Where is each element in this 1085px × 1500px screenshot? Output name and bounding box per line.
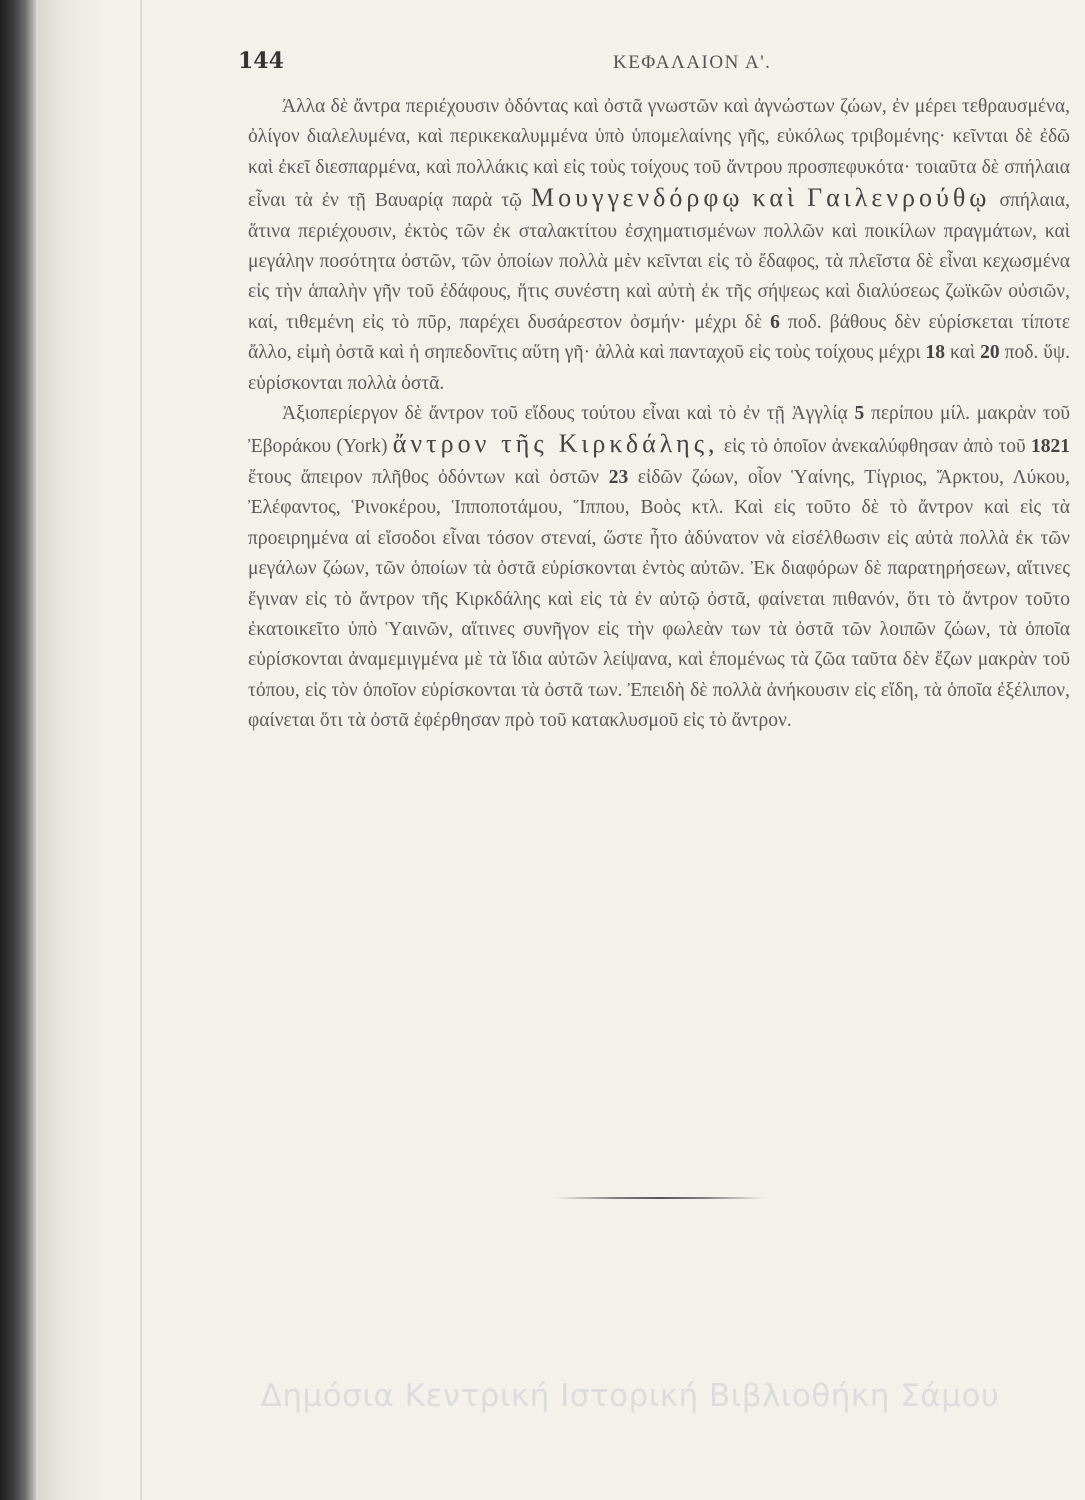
running-head: ΚΕΦΑΛΑΙΟΝ Α'. xyxy=(613,52,772,73)
body-text xyxy=(248,92,1070,737)
spaced-name: Μουγγενδόρφῳ xyxy=(530,183,744,213)
library-watermark: Δημόσια Κεντρική Ιστορική Βιβλιοθήκη Σάμου xyxy=(260,1378,1000,1414)
number: 20 xyxy=(980,342,1000,364)
text-run: περίπου μίλ. μακρὰν τοῦ Ἐβοράκου (York) xyxy=(248,403,1071,458)
ornamental-divider xyxy=(555,1197,765,1199)
text-run: ποδ. ὕψ. εὑρίσκονται πολλὰ ὀστᾶ. xyxy=(248,342,1071,394)
page-header xyxy=(238,40,1068,80)
text-run: ἔτους ἄπειρον πλῆθος ὀδόντων καὶ ὀστῶν xyxy=(248,466,600,488)
text-run: εἰδῶν ζώων, οἷον Ὑαίνης, Τίγριος, Ἄρκτου, Λύκου, Ἐλέφαντος, Ῥινοκέρου, Ἱπποποτάμου, Ἵππου, Βοὸς κτλ. Καὶ εἰς τοῦτο δὲ τὸ ἄντρον καὶ εἰς τὰ προειρημένα αἱ εἴσοδοι εἶναι τόσον στεναί, ὥστε ἦτο ἀδύνατον νὰ εἰσέλθωσιν εἰς αὐτὰ πολλὰ ἐκ τῶν μεγάλων ζώων, τῶν ὁποίων τὰ ὀστᾶ εὑρίσκονται ἐντὸς αὐτῶν. Ἐκ διαφόρων δὲ παρατηρήσεων, αἵτινες ἔγιναν εἰς τὸ ἄντρον τῆς Κιρκδάλης καὶ εἰς τὰ ἐν αὐτῷ ὀστᾶ, φαίνεται πιθανόν, ὅτι τὸ ἄντρον τοῦτο ἐκατοικεῖτο ὑπὸ Ὑαινῶν, αἵτινες συνῆγον εἰς τὴν φωλεὰν των τὰ ὀστᾶ τῶν λοιπῶν ζώων, τὰ ὁποῖα εὑρίσκονται ἀναμεμιγμένα μὲ τὰ ἴδια αὐτῶν λείψανα, καὶ ἑπομένως τὰ ζῶα ταῦτα δὲν ἔζων μακρὰν τοῦ τόπου, εἰς τὸν ὁποῖον εὑρίσκονται τὰ ὀστᾶ των. Ἐπειδὴ δὲ πολλὰ ἀνήκουσιν εἰς εἴδη, τὰ ὁποῖα ἐξέλιπον, φαίνεται ὅτι τὰ ὀστᾶ ἐφέρθησαν πρὸ τοῦ κατακλυσμοῦ εἰς τὸ ἄντρον. xyxy=(248,466,1070,732)
text-run: Ἀξιοπερίεργον δὲ ἄντρον τοῦ εἴδους τούτου εἶναι καὶ τὸ ἐν τῇ Ἀγγλίᾳ xyxy=(282,403,848,425)
number: 1821 xyxy=(1031,436,1071,458)
number: 18 xyxy=(925,342,946,364)
number: 6 xyxy=(770,311,780,333)
number: 5 xyxy=(854,403,865,425)
spaced-name: καὶ xyxy=(752,183,799,213)
text-run: Άλλα δὲ ἄντρα περιέχουσιν ὀδόντας καὶ ὀστᾶ γνωστῶν καὶ ἀγνώστων ζώων, ἐν μέρει τεθραυσμένα, ὀλίγον διαλελυμένα, καὶ περικεκαλυμμένα ὑπὸ ὑπομελαίνης γῆς, εὐκόλως τριβομένης· κεῖνται δὲ ἐδῶ καὶ ἐκεῖ διεσπαρμένα, καὶ πολλάκις καὶ εἰς τοὺς τοίχους τοῦ ἄντρου προσπεφυκότα· τοιαῦτα δὲ σπήλαια εἶναι τὰ ἐν τῇ Βαυαρίᾳ παρὰ τῷ xyxy=(248,96,1070,212)
paragraph-2 xyxy=(248,399,1070,736)
page-gutter xyxy=(38,0,108,1500)
book-binding-shadow xyxy=(0,0,38,1500)
spaced-name: ἄντρον τῆς Κιρκδάλης, xyxy=(392,429,719,459)
text-run: καὶ xyxy=(950,342,976,364)
text-run: εἰς τὸ ὁποῖον ἀνεκαλύφθησαν ἀπὸ τοῦ xyxy=(723,436,1026,458)
text-run: ποδ. βάθους δὲν εὑρίσκεται τίποτε ἄλλο, εἰμὴ ὀστᾶ καὶ ἡ σηπεδονῖτις αὕτη γῆ· ἀλλὰ καὶ πανταχοῦ εἰς τοὺς τοίχους μέχρι xyxy=(248,311,1071,364)
spaced-name: Γαιλενρούθῳ xyxy=(807,183,991,213)
page-edge xyxy=(140,0,142,1500)
text-run: σπήλαια, ἅτινα περιέχουσιν, ἐκτὸς τῶν ἐκ σταλακτίτου ἐσχηματισμένων πολλῶν καὶ ποικίλων πραγμάτων, καὶ μεγάλην ποσότητα ὀστῶν, τῶν ὁποίων πολλὰ μὲν κεῖνται εἰς τὸ ἔδαφος, τὰ πλεῖστα δὲ εἶναι κεχωσμένα εἰς τὴν ἁπαλὴν γῆν τοῦ ἐδάφους, ἥτις συνέστη καὶ αὐτὴ ἐκ τῆς σήψεως καὶ διαλύσεως ζωϊκῶν οὐσιῶν, καί, τιθεμένη εἰς τὸ πῦρ, παρέχει δυσάρεστον ὀσμήν· μέχρι δὲ xyxy=(248,190,1071,333)
page-number: 144 xyxy=(238,48,284,74)
number: 23 xyxy=(608,466,629,488)
paragraph-1 xyxy=(248,92,1070,399)
